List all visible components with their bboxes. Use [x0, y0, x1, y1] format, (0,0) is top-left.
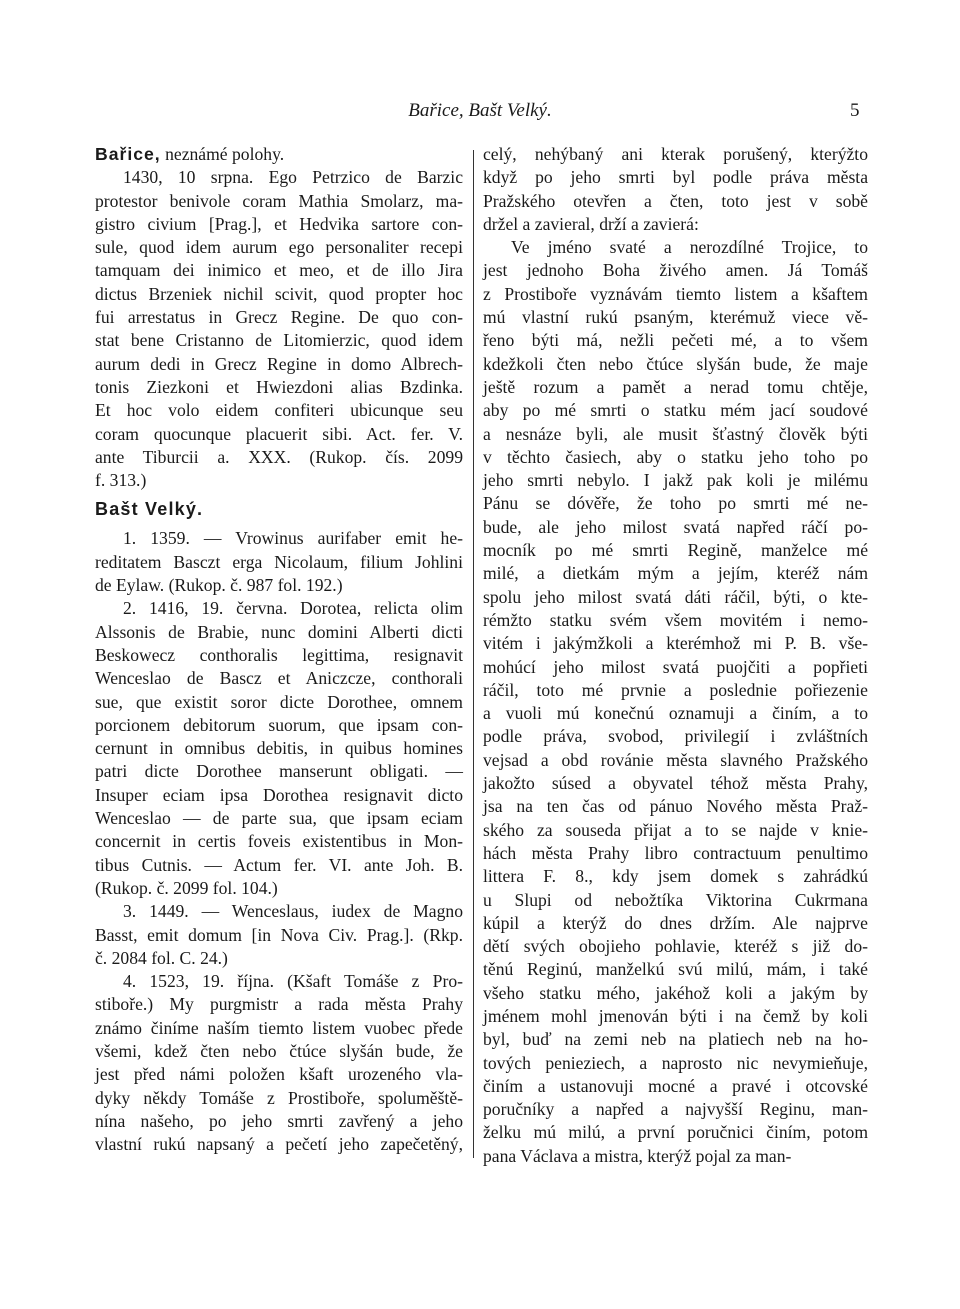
- text-line: držel a zavieral, drží a zavierá:: [483, 213, 699, 234]
- text-line: mohúcí jeho milost svatá puojčiti a popřieti: [483, 656, 868, 677]
- text-line: a vuoli mú konečnú oznamuji a činím, a to: [483, 703, 868, 724]
- text-line: když po jeho smrti byl podle práva města: [483, 167, 868, 188]
- text-line: spolu jeho milost svatá dáti ráčil, býti, o kte-: [483, 586, 868, 607]
- text-line: fui arrestatus in Grecz Regine. De quo con-: [95, 307, 463, 328]
- text-line: kúpil a kterýž do dnes držím. Ale najprve: [483, 912, 868, 933]
- text-line: z Prostiboře vyznávám tiemto listem a kšaftem: [483, 283, 868, 304]
- text-line: tamquam dei inimico et meo, et de illo Jira: [95, 260, 463, 281]
- text-line: Basst, emit domum [in Nova Civ. Prag.]. (Rkp.: [95, 924, 463, 945]
- text-line: rémžto statku svém všem movitém i nemo-: [483, 609, 868, 630]
- text-line: vitém i jakýmžkoli a kterémhož mi P. B. vše-: [483, 633, 868, 654]
- text-line: jsa na ten čas od pánuo Nového města Praž-: [483, 796, 868, 817]
- text-line: littera F. 8., kdy jsem domek s zahrádkú: [483, 866, 868, 887]
- text-line: u Slupi od nebožtíka Viktorina Cukrmana: [483, 889, 868, 910]
- text-line: dictus Brzeniek nichil scivit, quod propter hoc: [95, 283, 463, 304]
- text-line: ante Tiburcii a. XXX. (Rukop. čís. 2099: [95, 446, 463, 467]
- text-line: jest před námi položen kšaft urozeného vla-: [95, 1064, 463, 1085]
- text-line: Et hoc volo eidem confiteri ubicunque seu: [95, 400, 463, 421]
- text-line: tových penieziech, a naprosto nic nevymieňuje,: [483, 1052, 868, 1073]
- text-line: vejsad a obd rovánie města slavného Pražského: [483, 749, 868, 770]
- text-line: patri dicte Dorothee manserunt obligati. —: [95, 761, 463, 782]
- text-line: coram quocunque placuerit sibi. Act. fer. V.: [95, 423, 463, 444]
- text-line: Beskowecz conthoralis legittima, resignavit: [95, 644, 463, 665]
- text-line: mú vlastní rukú psaným, kterémuž viece vě-: [483, 307, 868, 328]
- text-line: v těchto časiech, aby o statku jeho toho po: [483, 446, 868, 467]
- text-line: concernit in certis foveis existentibus in Mon-: [95, 831, 463, 852]
- text-line: pana Václava a mistra, kterýž pojal za man-: [483, 1145, 792, 1166]
- text-line: cernunt in omnibus debitis, in quibus homines: [95, 738, 463, 759]
- left-column: [95, 143, 463, 1156]
- text-line: všemi, kdež čten nebo čtúce slyšán bude, že: [95, 1040, 463, 1061]
- text-line: Insuper eciam ipsa Dorothea resignavit dicto: [95, 784, 463, 805]
- text-line: tibus Cutnis. — Actum fer. VI. ante Joh. B.: [95, 854, 463, 875]
- text-line: reditatem Basczt erga Nicolaum, filium Johlini: [95, 551, 463, 572]
- heading-rest: neznámé polohy.: [160, 144, 285, 164]
- right-column: [483, 143, 868, 1168]
- text-line: mocník po mé smrti Regině, manželce mé: [483, 540, 868, 561]
- text-line: (Rukop. č. 2099 fol. 104.): [95, 877, 278, 898]
- text-line: gistro civium [Prag.], et Hedvika sartore con-: [95, 213, 463, 234]
- text-line: stiboře.) My purgmistr a rada města Prahy: [95, 994, 463, 1015]
- text-line: Alssonis de Brabie, nunc domini Alberti dicti: [95, 621, 463, 642]
- page-number: 5: [850, 100, 860, 121]
- text-line: de Eylaw. (Rukop. č. 987 fol. 192.): [95, 575, 343, 596]
- text-line: Wenceslao — de parte sua, que ipsam eciam: [95, 808, 463, 829]
- text-line: jakožto súsed a obyvatel téhož města Prahy,: [483, 773, 868, 794]
- text-line: aby po mé smrti o statku mém jací soudové: [483, 400, 868, 421]
- text-line: č. 2084 fol. C. 24.): [95, 947, 228, 968]
- text-line: všeho statku mého, jakéhož koli a jakým by: [483, 982, 868, 1003]
- text-line: porcionem debitorum suorum, que ipsam con-: [95, 714, 463, 735]
- text-line: ještě rozum a pamět a nerad tomu chtěje,: [483, 376, 868, 397]
- text-line: dětí svých obojieho pohlavie, kteréž s již do-: [483, 936, 868, 957]
- text-line: řeno býti má, nežli pečeti mé, a to všem: [483, 330, 868, 351]
- section-heading-line: [95, 143, 463, 166]
- text-line: celý, nehýbaný ani kterak porušený, kterýžto: [483, 144, 868, 164]
- text-line: 3. 1449. — Wenceslaus, iudex de Magno: [123, 901, 463, 922]
- section-heading: Bašt Velký.: [95, 499, 204, 520]
- text-line: sule, quod idem aurum ego personaliter recepi: [95, 237, 463, 258]
- text-line: jest jednoho Boha živého amen. Já Tomáš: [483, 260, 868, 281]
- text-line: vlastní rukú napsaný a pečetí jeho zapečetěný,: [95, 1134, 463, 1155]
- text-line: ráčil, toto mé prvnie a poslednie pořiezenie: [483, 679, 868, 700]
- text-line: f. 313.): [95, 470, 147, 491]
- text-line: stat bene Cristanno de Litomierzic, quod idem: [95, 330, 463, 351]
- text-line: činím a ustanovuji mocné a pravé i otcovské: [483, 1075, 868, 1096]
- column-divider: [473, 150, 474, 1158]
- text-line: Pražského otevřen a čten, toto jest v sobě: [483, 190, 868, 211]
- text-line: hách města Prahy libro contractuum penultimo: [483, 842, 868, 863]
- text-line: 2. 1416, 19. června. Dorotea, relicta olim: [123, 598, 463, 619]
- text-line: těnú Reginú, manželkú svú milú, mám, i také: [483, 959, 868, 980]
- page-header-title: Bařice, Bašt Velký.: [408, 100, 552, 121]
- text-line: tonis Ziezkoni et Hwiezdoni alias Bzdinka.: [95, 376, 463, 397]
- text-line: ského za souseda přijat a to se najde v knie-: [483, 819, 868, 840]
- text-line: milé, a dietkám mým a jejím, kteréž nám: [483, 563, 868, 584]
- text-line: jménem mohl jmenován býti i na čemž by koli: [483, 1005, 868, 1026]
- text-line: 1. 1359. — Vrowinus aurifaber emit he-: [123, 528, 463, 549]
- text-line: 4. 1523, 19. října. (Kšaft Tomáše z Pro-: [123, 971, 463, 992]
- text-line: byl, buď na zemi neb na platiech neb na ho-: [483, 1029, 868, 1050]
- text-line: sue, que existit soror dicte Dorothee, omnem: [95, 691, 463, 712]
- text-line: Wenceslao de Bascz et Aniczcze, conthorali: [95, 668, 463, 689]
- text-line: 1430, 10 srpna. Ego Petrzico de Barzic: [123, 167, 463, 188]
- text-line: dyky někdy Tomáše z Prostiboře, spoluměště-: [95, 1087, 463, 1108]
- text-line: aurum dedi in Grecz Regine in domo Albrech-: [95, 353, 463, 374]
- text-line: a nesnáze byli, ale musit šťastný člověk býti: [483, 423, 868, 444]
- text-line: nína našeho, po jeho smrti zavřený a jeho: [95, 1110, 463, 1131]
- text-line: jeho smrti nebylo. I jakž pak koli je milému: [483, 470, 868, 491]
- text-line: poručníky a napřed a najvyšší Reginu, man-: [483, 1099, 868, 1120]
- text-line: známo činíme naším tiemto listem vuobec přede: [95, 1017, 463, 1038]
- text-line: Ve jméno svaté a nerozdílné Trojice, to: [511, 237, 868, 258]
- text-line: želku mú milú, a první poručnici činím, potom: [483, 1122, 868, 1143]
- text-line: kdežkoli čten nebo čtúce slyšán bude, že maje: [483, 353, 868, 374]
- text-line: protestor benivole coram Mathia Smolarz, ma-: [95, 190, 463, 211]
- section-heading: Bařice,: [95, 144, 161, 164]
- text-line: Pánu se dóvěře, že toho po smrti mé ne-: [483, 493, 868, 514]
- text-line: podle práva, svobod, privilegií i zvláštních: [483, 726, 868, 747]
- text-line: bude, ale jeho milost svatá napřed ráčí po-: [483, 516, 868, 537]
